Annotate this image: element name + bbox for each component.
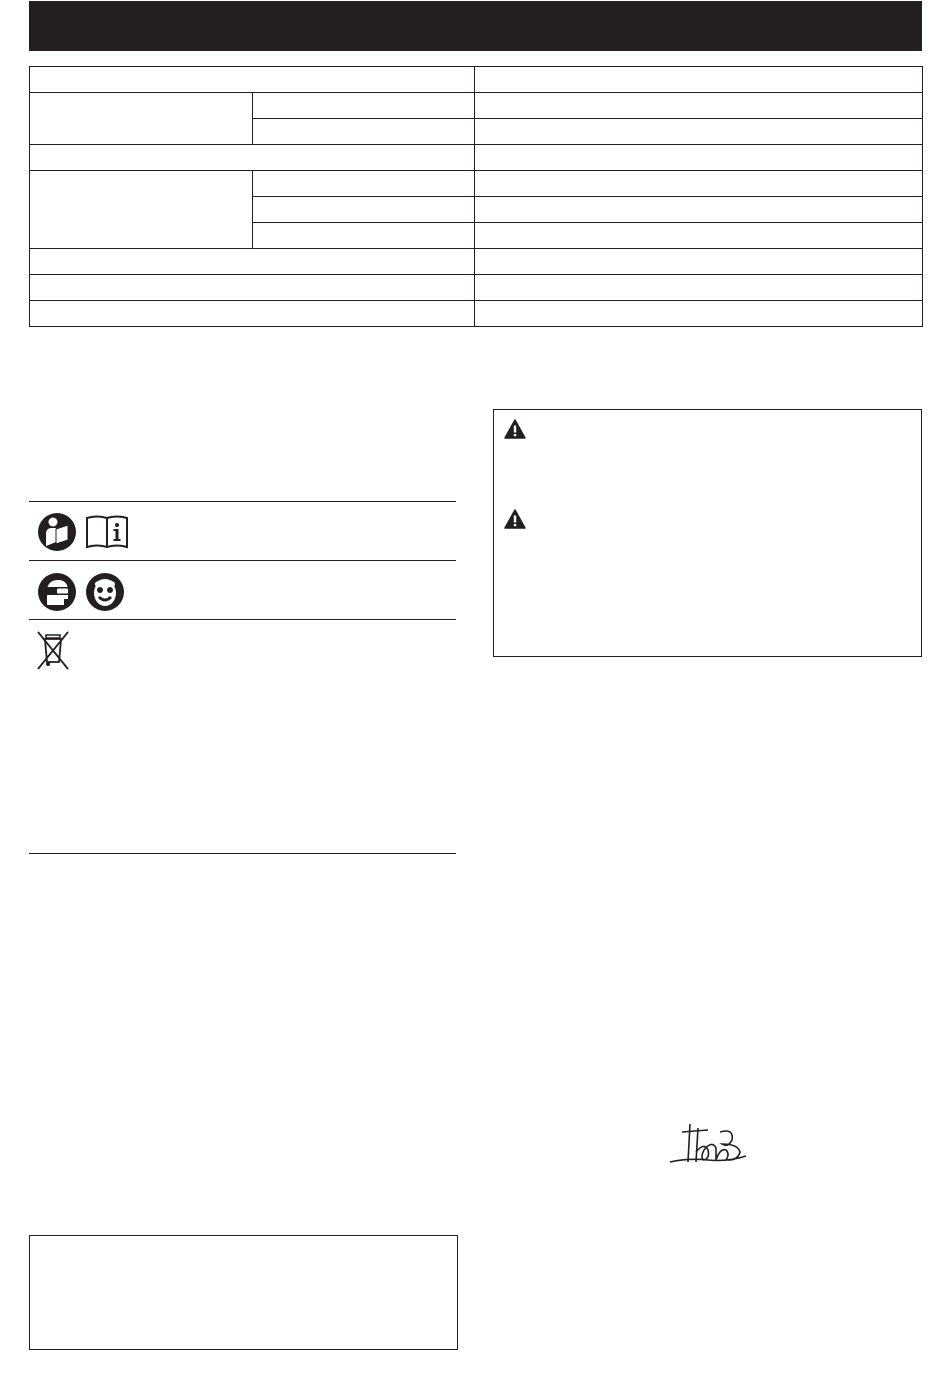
read-manual-icon (37, 512, 77, 552)
spec-cell (475, 145, 923, 171)
manual-info-icon (85, 514, 129, 550)
spec-cell (475, 67, 923, 93)
spec-cell (253, 93, 475, 119)
divider (29, 619, 456, 620)
spec-cell (253, 223, 475, 249)
spec-cell (475, 197, 923, 223)
spec-cell (475, 275, 923, 301)
spec-cell (30, 171, 253, 249)
table-row (30, 301, 923, 327)
spec-cell (30, 301, 475, 327)
spec-cell (475, 223, 923, 249)
spec-cell (475, 119, 923, 145)
note-box (29, 1235, 458, 1350)
crossed-bin-icon (37, 629, 71, 671)
table-row (30, 145, 923, 171)
spec-cell (30, 93, 253, 145)
spec-cell (253, 197, 475, 223)
spec-cell (253, 171, 475, 197)
table-row (30, 171, 923, 197)
symbol-row-manual (37, 512, 129, 552)
spec-cell (30, 67, 475, 93)
table-row (30, 67, 923, 93)
warning-triangle-icon (504, 509, 526, 529)
spec-cell (30, 275, 475, 301)
signature (668, 1120, 748, 1168)
divider (29, 560, 456, 561)
spec-cell (475, 301, 923, 327)
respirator-icon (85, 572, 125, 612)
spec-cell (475, 171, 923, 197)
spec-table (29, 66, 923, 327)
spec-cell (30, 249, 475, 275)
table-row (30, 275, 923, 301)
symbol-row-disposal (37, 629, 71, 671)
table-row (30, 93, 923, 119)
spec-cell (475, 93, 923, 119)
table-row (30, 249, 923, 275)
spec-cell (475, 249, 923, 275)
divider (29, 501, 456, 502)
spec-cell (253, 119, 475, 145)
spec-cell (30, 145, 475, 171)
warning-triangle-icon (504, 419, 526, 439)
eye-protection-icon (37, 572, 77, 612)
divider (29, 853, 456, 854)
warning-box (493, 409, 922, 657)
header-bar (29, 1, 922, 51)
symbol-row-protection (37, 572, 125, 612)
